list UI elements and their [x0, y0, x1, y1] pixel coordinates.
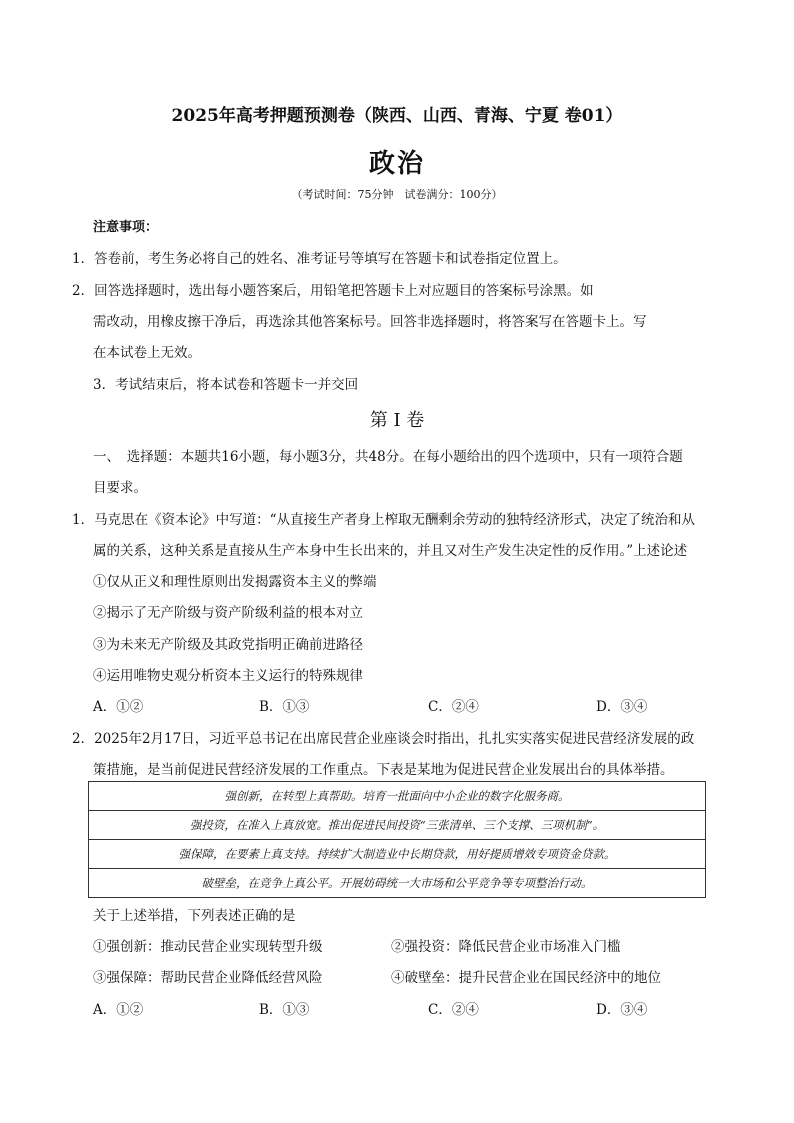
notice-item-3: 3．考试结束后，将本试卷和答题卡一并交回	[93, 377, 359, 393]
q1-option-b[interactable]: B．①③	[259, 699, 310, 715]
subject-title: 政治	[368, 149, 425, 179]
q2-stem-line-1: 2．2025年2月17日，习近平总书记在出席民营企业座谈会时指出，扎扎实实落实促进民营经济发展的政	[72, 731, 695, 747]
section-title: 第 I 卷	[369, 410, 425, 431]
table-cell: 强创新，在转型上真帮助。培育一批面向中小企业的数字化服务商。	[89, 782, 706, 811]
section-instruction-line-2: 目要求。	[93, 480, 147, 496]
notice-item-2-line-2: 需改动，用橡皮擦干净后，再选涂其他答案标号。回答非选择题时，将答案写在答题卡上。写	[93, 314, 647, 330]
exam-title: 2025年高考押题预测卷（陕西、山西、青海、宁夏 卷01）	[171, 106, 623, 126]
q1-statement-1: ①仅从正义和理性原则出发揭露资本主义的弊端	[93, 574, 377, 590]
q2-option-b[interactable]: B．①③	[259, 1002, 310, 1018]
q1-stem-line-1: 1．马克思在《资本论》中写道：“从直接生产者身上榨取无酬剩余劳动的独特经济形式，决定了统治和从	[72, 512, 695, 528]
notice-item-2-line-3: 在本试卷上无效。	[93, 345, 201, 361]
exam-meta: （考试时间：75分钟 试卷满分：100分）	[291, 188, 503, 201]
q2-option-a[interactable]: A．①②	[93, 1002, 144, 1018]
table-cell: 破壁垒，在竞争上真公平。开展妨碍统一大市场和公平竞争等专项整治行动。	[89, 869, 706, 898]
q2-option-d[interactable]: D．③④	[596, 1002, 648, 1018]
notice-item-2-line-1: 2．回答选择题时，选出每小题答案后，用铅笔把答题卡上对应题目的答案标号涂黑。如	[72, 283, 594, 299]
table-row	[89, 811, 706, 840]
table-cell: 强保障，在要素上真支持。持续扩大制造业中长期贷款，用好提质增效专项资金贷款。	[89, 840, 706, 869]
q1-statement-4: ④运用唯物史观分析资本主义运行的特殊规律	[93, 668, 363, 684]
section-instruction-line-1: 一、 选择题：本题共16小题，每小题3分，共48分。在每小题给出的四个选项中，只有一项符合题	[93, 449, 683, 465]
table-row	[89, 782, 706, 811]
q1-stem-line-2: 属的关系，这种关系是直接从生产本身中生长出来的，并且又对生产发生决定性的反作用。”上述论述	[93, 543, 688, 559]
notice-heading: 注意事项：	[93, 220, 159, 235]
q1-statement-3: ③为未来无产阶级及其政党指明正确前进路径	[93, 637, 363, 653]
q2-stem-line-2: 策措施，是当前促进民营经济发展的工作重点。下表是某地为促进民营企业发展出台的具体举措。	[93, 762, 674, 778]
q1-option-d[interactable]: D．③④	[596, 699, 648, 715]
q1-statement-2: ②揭示了无产阶级与资产阶级利益的根本对立	[93, 605, 363, 621]
q2-prompt: 关于上述举措，下列表述正确的是	[93, 908, 296, 924]
q2-statement-4: ④破壁垒：提升民营企业在国民经济中的地位	[391, 970, 661, 986]
table-cell: 强投资，在准入上真放宽。推出促进民间投资“三张清单、三个支撑、三项机制”。	[89, 811, 706, 840]
table-row	[89, 869, 706, 898]
measures-table	[88, 781, 706, 898]
q2-statement-2: ②强投资：降低民营企业市场准入门槛	[391, 939, 621, 955]
table-row	[89, 840, 706, 869]
notice-item-1: 1．答卷前，考生务必将自己的姓名、准考证号等填写在答题卡和试卷指定位置上。	[72, 251, 567, 267]
q2-option-c[interactable]: C．②④	[428, 1002, 479, 1018]
q2-statement-1: ①强创新：推动民营企业实现转型升级	[93, 939, 323, 955]
q1-option-c[interactable]: C．②④	[428, 699, 479, 715]
q1-option-a[interactable]: A．①②	[93, 699, 144, 715]
q2-statement-3: ③强保障：帮助民营企业降低经营风险	[93, 970, 323, 986]
